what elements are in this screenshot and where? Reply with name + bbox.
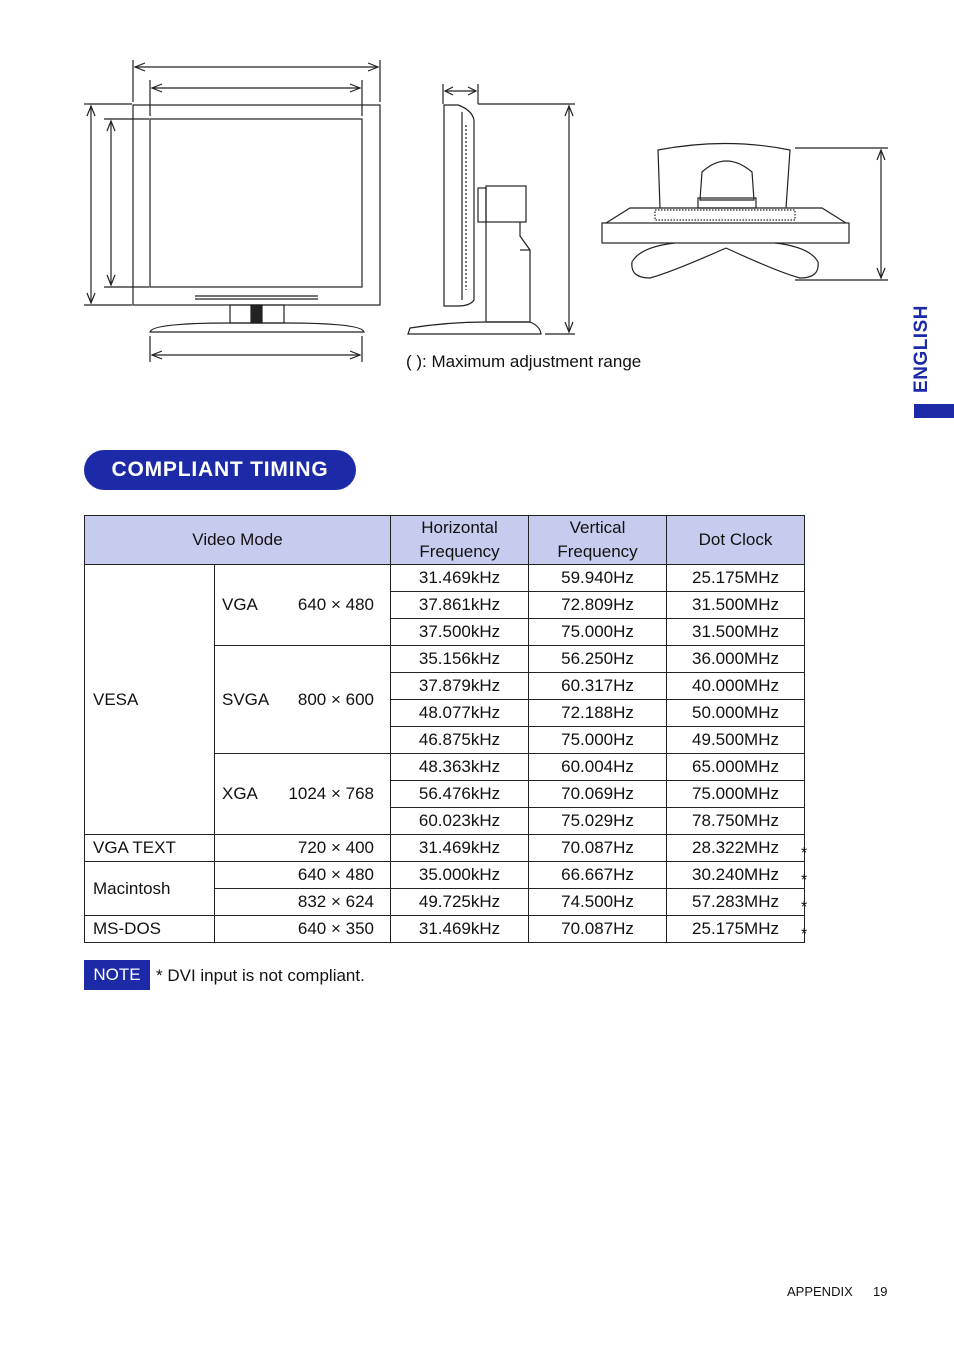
h-frequency-cell: 48.363kHz — [391, 754, 529, 781]
group-msdos: MS-DOS — [85, 916, 215, 943]
dot-clock-cell: 28.322MHz — [667, 835, 805, 862]
language-tab-label: ENGLISH — [911, 305, 932, 393]
section-heading — [84, 450, 356, 490]
h-frequency-cell: 35.156kHz — [391, 646, 529, 673]
h-frequency-cell: 35.000kHz — [391, 862, 529, 889]
note-text: * DVI input is not compliant. — [156, 966, 365, 985]
dot-clock-cell: 57.283MHz — [667, 889, 805, 916]
resolution-cell — [215, 889, 391, 916]
h-frequency-cell: 37.861kHz — [391, 592, 529, 619]
language-tab — [897, 300, 947, 398]
group-xga — [215, 754, 391, 835]
v-frequency-cell: 70.087Hz — [529, 916, 667, 943]
adjustment-range-note: ( ): Maximum adjustment range — [406, 352, 642, 371]
v-frequency-cell: 74.500Hz — [529, 889, 667, 916]
h-frequency-cell: 37.500kHz — [391, 619, 529, 646]
dvi-asterisk-mark: * — [801, 845, 808, 862]
resolution-cell — [215, 862, 391, 889]
header-vertical-line2: Frequency — [557, 542, 638, 561]
front-view-drawing — [84, 60, 380, 362]
v-frequency-cell: 59.940Hz — [529, 565, 667, 592]
v-frequency-cell: 72.809Hz — [529, 592, 667, 619]
side-view-drawing — [408, 84, 575, 334]
table-row — [85, 835, 805, 862]
group-vga-text: VGA TEXT — [85, 835, 215, 862]
section-title: COMPLIANT TIMING — [111, 458, 329, 481]
h-frequency-cell: 31.469kHz — [391, 835, 529, 862]
resolution-vga-text: 720 × 400 — [297, 838, 374, 857]
dot-clock-cell: 75.000MHz — [667, 781, 805, 808]
dot-clock-cell: 50.000MHz — [667, 700, 805, 727]
dvi-asterisk-mark: * — [801, 899, 808, 916]
dot-clock-cell: 40.000MHz — [667, 673, 805, 700]
group-vga — [215, 565, 391, 646]
table-row — [85, 916, 805, 943]
dot-clock-cell: 49.500MHz — [667, 727, 805, 754]
resolution-cell — [215, 835, 391, 862]
h-frequency-cell: 49.725kHz — [391, 889, 529, 916]
compliant-timing-table — [84, 515, 808, 943]
v-frequency-cell: 75.029Hz — [529, 808, 667, 835]
v-frequency-cell: 56.250Hz — [529, 646, 667, 673]
dot-clock-cell: 78.750MHz — [667, 808, 805, 835]
resolution-mac-832: 832 × 624 — [297, 892, 374, 911]
monitor-dimension-drawings — [0, 0, 954, 400]
dot-clock-cell: 25.175MHz — [667, 916, 805, 943]
h-frequency-cell: 31.469kHz — [391, 916, 529, 943]
v-frequency-cell: 60.004Hz — [529, 754, 667, 781]
resolution-cell — [215, 916, 391, 943]
table-row — [85, 565, 805, 592]
footer-section-label: APPENDIX — [787, 1284, 853, 1299]
dot-clock-cell: 31.500MHz — [667, 592, 805, 619]
header-dot-clock: Dot Clock — [667, 516, 805, 565]
v-frequency-cell: 75.000Hz — [529, 727, 667, 754]
dot-clock-cell: 31.500MHz — [667, 619, 805, 646]
h-frequency-cell: 31.469kHz — [391, 565, 529, 592]
dot-clock-cell: 65.000MHz — [667, 754, 805, 781]
page-number: 19 — [873, 1284, 888, 1299]
v-frequency-cell: 75.000Hz — [529, 619, 667, 646]
resolution-svga: 800 × 600 — [297, 689, 374, 709]
header-horizontal-line2: Frequency — [419, 542, 500, 561]
table-row — [85, 862, 805, 889]
dot-clock-cell: 25.175MHz — [667, 565, 805, 592]
note-badge: NOTE — [84, 960, 150, 990]
dvi-asterisk-mark: * — [801, 872, 808, 889]
h-frequency-cell: 46.875kHz — [391, 727, 529, 754]
header-horizontal-line1: Horizontal — [421, 518, 498, 537]
v-frequency-cell: 66.667Hz — [529, 862, 667, 889]
dvi-asterisk-mark: * — [801, 926, 808, 943]
dot-clock-cell: 36.000MHz — [667, 646, 805, 673]
resolution-vga: 640 × 480 — [297, 595, 374, 614]
h-frequency-cell: 48.077kHz — [391, 700, 529, 727]
v-frequency-cell: 70.069Hz — [529, 781, 667, 808]
resolution-mac-640: 640 × 480 — [297, 865, 374, 884]
v-frequency-cell: 72.188Hz — [529, 700, 667, 727]
group-macintosh: Macintosh — [85, 862, 215, 916]
h-frequency-cell: 37.879kHz — [391, 673, 529, 700]
bottom-view-drawing — [602, 144, 888, 281]
header-horizontal-frequency — [391, 516, 529, 565]
resolution-msdos: 640 × 350 — [297, 919, 374, 938]
mode-name-xga: XGA — [222, 784, 258, 803]
h-frequency-cell: 56.476kHz — [391, 781, 529, 808]
group-svga — [215, 646, 391, 754]
header-vertical-frequency — [529, 516, 667, 565]
resolution-xga: 1024 × 768 — [288, 784, 374, 803]
mode-name-vga: VGA — [222, 595, 258, 614]
v-frequency-cell: 60.317Hz — [529, 673, 667, 700]
header-vertical-line1: Vertical — [569, 518, 626, 537]
language-tab-bar — [914, 404, 954, 418]
v-frequency-cell: 70.087Hz — [529, 835, 667, 862]
table-header-row — [85, 516, 805, 565]
group-vesa: VESA — [85, 565, 215, 835]
dot-clock-cell: 30.240MHz — [667, 862, 805, 889]
mode-name-svga: SVGA — [222, 689, 270, 709]
h-frequency-cell: 60.023kHz — [391, 808, 529, 835]
header-video-mode: Video Mode — [85, 516, 391, 565]
